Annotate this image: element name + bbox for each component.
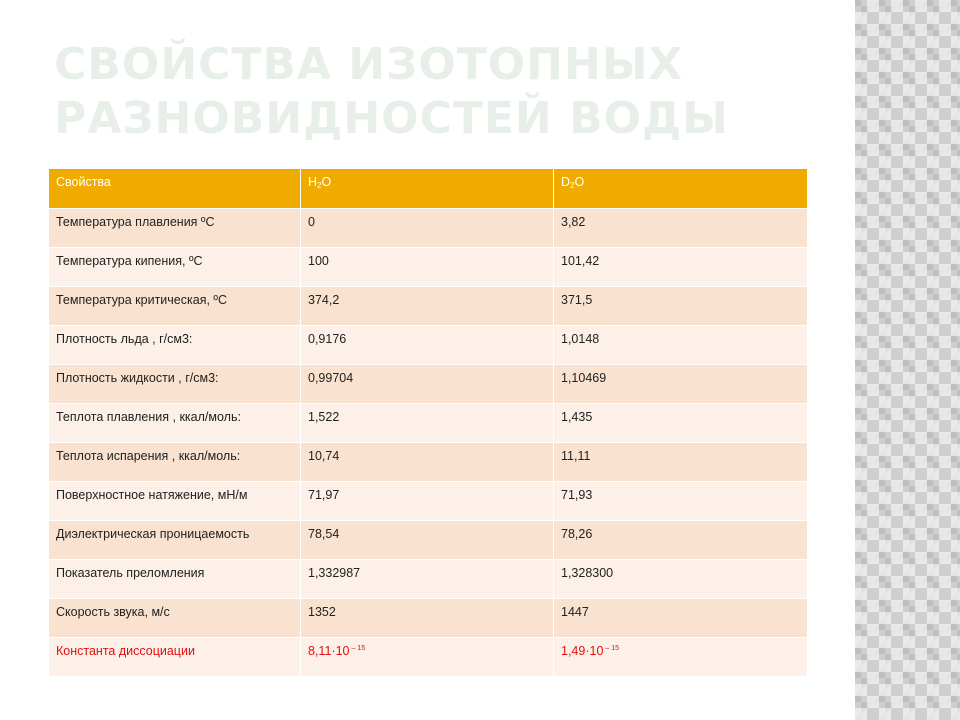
h2o-base-o: O [321, 175, 332, 189]
d2o-value: 1,10469 [554, 365, 808, 404]
d2o-value [554, 638, 808, 677]
property-cell: Температура кипения, ºС [49, 248, 301, 287]
h2o-value: 1,332987 [301, 560, 554, 599]
d2o-subscript: 2 [570, 181, 575, 190]
table-row [49, 287, 808, 326]
property-cell: Температура плавления ºС [49, 209, 301, 248]
decorative-side-pattern [855, 0, 960, 720]
h2o-base-h: H [308, 175, 318, 189]
h2o-value: 100 [301, 248, 554, 287]
d2o-value: 1,435 [554, 404, 808, 443]
h2o-value: 0 [301, 209, 554, 248]
table-row [49, 599, 808, 638]
d2o-exponent: – 15 [605, 645, 620, 652]
h2o-mantissa: 8,11·10 [308, 644, 350, 658]
d2o-value: 1,328300 [554, 560, 808, 599]
header-h2o [301, 169, 554, 209]
d2o-value: 71,93 [554, 482, 808, 521]
h2o-exponent: – 15 [351, 645, 366, 652]
properties-table [48, 168, 808, 677]
table-row [49, 326, 808, 365]
d2o-value: 78,26 [554, 521, 808, 560]
h2o-subscript: 2 [317, 181, 322, 190]
h2o-value: 10,74 [301, 443, 554, 482]
table-row [49, 365, 808, 404]
property-cell: Показатель преломления [49, 560, 301, 599]
slide-title: СВОЙСТВА ИЗОТОПНЫХ РАЗНОВИДНОСТЕЙ ВОДЫ [54, 39, 729, 144]
property-cell: Скорость звука, м/с [49, 599, 301, 638]
h2o-value: 71,97 [301, 482, 554, 521]
table-row [49, 560, 808, 599]
table-row [49, 443, 808, 482]
d2o-mantissa: 1,49·10 [561, 644, 604, 658]
h2o-value: 374,2 [301, 287, 554, 326]
d2o-value: 1447 [554, 599, 808, 638]
h2o-value: 1,522 [301, 404, 554, 443]
h2o-value: 1352 [301, 599, 554, 638]
h2o-value: 0,9176 [301, 326, 554, 365]
d2o-base-o: O [574, 175, 585, 189]
d2o-value: 101,42 [554, 248, 808, 287]
header-properties: Свойства [49, 169, 301, 209]
h2o-value [301, 638, 554, 677]
table-row-highlighted [49, 638, 808, 677]
table-row [49, 521, 808, 560]
property-cell: Константа диссоциации [49, 638, 301, 677]
property-cell: Температура критическая, ºС [49, 287, 301, 326]
h2o-value: 0,99704 [301, 365, 554, 404]
property-cell: Поверхностное натяжение, мН/м [49, 482, 301, 521]
property-cell: Плотность льда , г/см3: [49, 326, 301, 365]
table-row [49, 209, 808, 248]
d2o-value: 3,82 [554, 209, 808, 248]
property-cell: Теплота испарения , ккал/моль: [49, 443, 301, 482]
property-cell: Теплота плавления , ккал/моль: [49, 404, 301, 443]
d2o-value: 371,5 [554, 287, 808, 326]
table-row [49, 482, 808, 521]
d2o-base-d: D [561, 175, 571, 189]
property-cell: Диэлектрическая проницаемость [49, 521, 301, 560]
property-cell: Плотность жидкости , г/см3: [49, 365, 301, 404]
d2o-value: 11,11 [554, 443, 808, 482]
d2o-value: 1,0148 [554, 326, 808, 365]
h2o-value: 78,54 [301, 521, 554, 560]
table-header-row [49, 169, 808, 209]
table-row [49, 248, 808, 287]
table-row [49, 404, 808, 443]
header-d2o [554, 169, 808, 209]
